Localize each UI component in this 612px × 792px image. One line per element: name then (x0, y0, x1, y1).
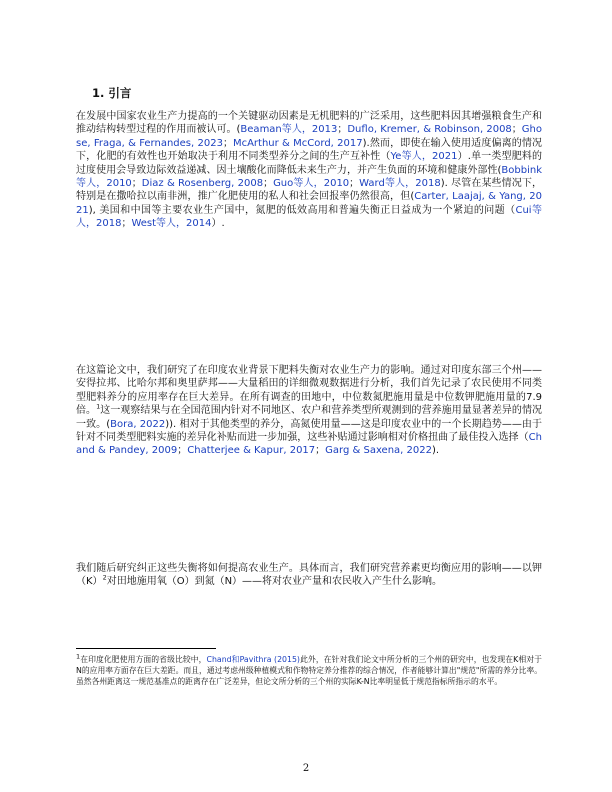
citation-link[interactable]: Chatterjee & Kapur, 2017 (187, 445, 316, 457)
footnote-ref[interactable]: 1 (96, 402, 101, 411)
citation-link[interactable]: Garg & Saxena, 2022 (325, 445, 432, 457)
section-heading: 1. 引言 (92, 86, 132, 100)
citation-link[interactable]: Beaman等人，2013 (240, 124, 338, 136)
footnote-ref[interactable]: 2 (102, 574, 107, 583)
citation-link[interactable]: McArthur & McCord, 2017 (232, 137, 363, 149)
citation-link[interactable]: Chand和Pavithra (2015) (206, 655, 300, 664)
text: ）. (211, 218, 225, 230)
citation-link[interactable]: West等人，2014 (131, 218, 212, 230)
paragraph-intro: 在发展中国家农业生产力提高的一个关键驱动因素是无机肥料的广泛采用，这些肥料因其增强粮食生产和推动结构转型过程的作用而被认可。(Beaman等人，2013；Duflo, Kremer, & Robinson, 2008；Ghose, Fraga, & Fernandes, 2023；McArthur & McCord, 2017).然而，即使在输入使用适度偏离的情况下，化肥的有效性也开始取决于利用不同类型养分之间的生产互补性（Ye等人，2021）.单一类型肥料的过度使用会导致边际效益递减、因土壤酸化而降低未来生产力，并产生负面的环境和健康外部性(Bobbink等人，2010；Diaz & Rosenberg, 2008；Guo等人，2010；Ward等人，2018). 尽管在某些情况下，特别是在撒哈拉以南非洲，推广化肥使用的私人和社会回报率仍然很高，但(Carter, Laajaj, & Yang, 2021), 美国和中国等主要农业生产国中，氮肥的低效高用和普遍失衡正日益成为一个紧迫的问题（Cui等人，2018；West等人，2014）. (76, 111, 543, 230)
citation-link[interactable]: Chand & Pandey, 2009 (76, 432, 542, 457)
page-number: 2 (302, 763, 310, 774)
text: 在印度化肥使用方面的省级比较中， (80, 655, 207, 664)
paragraph-study: 在这篇论文中，我们研究了在印度农业背景下肥料失衡对农业生产力的影响。通过对印度东部三个州——安得拉邦、比哈尔邦和奥里萨邦——大量稻田的详细微观数据进行分析，我们首先记录了农民使用不同类型肥料养分的应用率存在巨大差异。在所有调查的田地中，中位数氮肥施用量是中位数钾肥施用量的7.9倍。$^1$这一观察结果与在全国范围内针对不同地区、农户和营养类型所观测到的营养施用量显著差异的情况一致。(Bora, 2022)). 相对于其他类型的养分，高氮使用量——这是印度农业中的一个长期趋势——由于针对不同类型肥料实施的差异化补贴而进一步加强，这些补贴通过影响相对价格扭曲了最佳投入选择（Chand & Pandey, 2009；Chatterjee & Kapur, 2017；Garg & Saxena, 2022). (76, 365, 543, 457)
text: 此外，在针对我们论文中所分析的三个州的研究中，也发现在K相对于N的应用率方面存在巨大差距。而且，通过考虑州级种植模式和作物特定养分推荐的综合情况，作者能够计算出"规范"所需的养分比率。虽然各州距离这一规范基准点的距离存在广泛差异，但论文所分析的三个州的实际K-N比率明显低于规范指标所指示的水平。 (76, 655, 542, 686)
citation-link[interactable]: Ye等人，2021 (390, 151, 458, 163)
text: 我们随后研究纠正这些失衡将如何提高农业生产。具体而言，我们研究营养素更均衡应用的影响——以钾（K） (76, 563, 542, 588)
text: )). 相对于其他类型的养分，高氮使用量——这是印度农业中的一个长期趋势——由于针对不同类型肥料实施的差异化补贴而进一步加强，这些补贴通过影响相对价格扭曲了最佳投入选择（ (76, 418, 542, 444)
citation-link[interactable]: Cui等人，2018 (76, 204, 542, 230)
text: ).然而，即使在输入使用适度偏离的情况下，化肥的有效性也开始取决于利用不同类型养分之间的生产互补性（ (76, 137, 542, 163)
paragraph-followup (76, 562, 542, 589)
citation-link[interactable]: Bobbink等人，2010 (76, 164, 542, 190)
citation-link[interactable]: Guo等人，2010 (273, 178, 350, 190)
citation-link[interactable]: Carter, Laajaj, & Yang, 2021 (76, 191, 542, 216)
citation-link[interactable]: Bora, 2022 (110, 418, 166, 430)
citation-link[interactable]: Ward等人，2018 (359, 178, 441, 190)
footnote-number: 1 (76, 652, 81, 661)
text: 对田地施用氧（O）到氮（N）——将对农业产量和农民收入产生什么影响。 (106, 576, 443, 588)
text: ), 美国和中国等主要农业生产国中，氮肥的低效高用和普遍失衡正日益成为一个紧迫的问题（ (88, 204, 516, 216)
text: 这一观察结果与在全国范围内针对不同地区、农户和营养类型所观测到的营养施用量显著差异的情况一致。 (76, 405, 543, 430)
citation-link[interactable]: Diaz & Rosenberg, 2008 (141, 178, 264, 190)
footnote-divider (76, 648, 216, 649)
footnote (76, 654, 542, 687)
citation-link[interactable]: Duflo, Kremer, & Robinson, 2008 (347, 124, 512, 136)
text: 在发展中国家农业生产力提高的一个关键驱动因素是无机肥料的广泛采用，这些肥料因其增强粮食生产和推动结构转型过程的作用而被认可。 (76, 111, 542, 136)
text: ). 尽管在某些情况下，特别是在撒哈拉以南非洲，推广化肥使用的私人和社会回报率仍然很高，但 (76, 178, 543, 203)
text: 在这篇论文中，我们研究了在印度农业背景下肥料失衡对农业生产力的影响。通过对印度东部三个州——安得拉邦、比哈尔邦和奥里萨邦——大量稻田的详细微观数据进行分析，我们首先记录了农民使用不同类型肥料养分的应用率存在巨大差异。在所有调查的田地中，中位数氮肥施用量是中位数钾肥施用量的7.9倍。 (76, 365, 542, 417)
text: ). (431, 445, 440, 457)
text: ）.单一类型肥料的过度使用会导致边际效益递减、因土壤酸化而降低未来生产力，并产生负面的环境和健康外部性( (76, 151, 542, 176)
citation-link[interactable]: Ghose, Fraga, & Fernandes, 2023 (76, 124, 543, 149)
